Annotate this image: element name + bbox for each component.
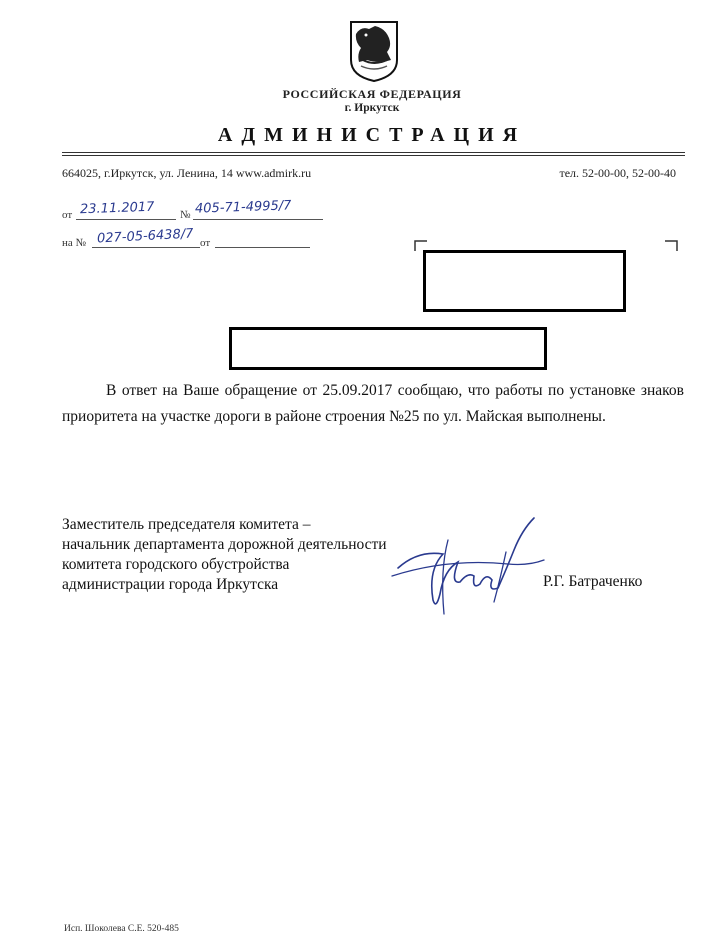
date-underline <box>76 219 176 220</box>
phone-line: тел. 52-00-00, 52-00-40 <box>559 166 676 180</box>
position-line-3: комитета городского обустройства <box>62 556 290 573</box>
signatory-position <box>62 515 387 595</box>
body-paragraph: В ответ на Ваше обращение от 25.09.2017 сообщаю, что работы по установке знаков приоритета на участке дороги в районе строения №25 по ул. Майская выполнены. <box>62 382 684 425</box>
addressee-corner-right <box>664 240 678 252</box>
incoming-underline <box>92 247 200 248</box>
number-underline <box>193 219 323 220</box>
handwritten-signature <box>388 510 548 620</box>
position-line-2: начальник департамента дорожной деятельности <box>62 536 387 553</box>
address-line: 664025, г.Иркутск, ул. Ленина, 14 www.admirk.ru <box>62 166 312 180</box>
executor-line: Исп. Шоколева С.Е. 520-485 <box>64 924 179 934</box>
incoming-number-label: на № <box>62 237 87 249</box>
handwritten-outgoing-number: 405-71-4995/7 <box>194 198 292 217</box>
redacted-addressee <box>423 250 626 312</box>
city-name: г. Иркутск <box>344 102 400 114</box>
letter-body <box>62 378 684 430</box>
organization-title: АДМИНИСТРАЦИЯ <box>217 124 527 146</box>
position-line-1: Заместитель председателя комитета – <box>62 516 311 533</box>
header-divider-thin <box>62 155 685 156</box>
signatory-name: Р.Г. Батраченко <box>543 573 643 590</box>
redacted-salutation <box>229 327 547 370</box>
incoming-date-underline <box>215 247 310 248</box>
handwritten-incoming-number: 027-05-6438/7 <box>96 226 194 247</box>
header-divider <box>62 152 685 153</box>
country-name: РОССИЙСКАЯ ФЕДЕРАЦИЯ <box>282 87 462 101</box>
position-line-4: администрации города Иркутска <box>62 576 279 593</box>
date-label: от <box>62 209 73 221</box>
handwritten-date: 23.11.2017 <box>79 199 155 218</box>
number-label: № <box>180 209 191 221</box>
coat-of-arms-emblem <box>349 20 399 82</box>
incoming-date-label: от <box>200 237 211 249</box>
